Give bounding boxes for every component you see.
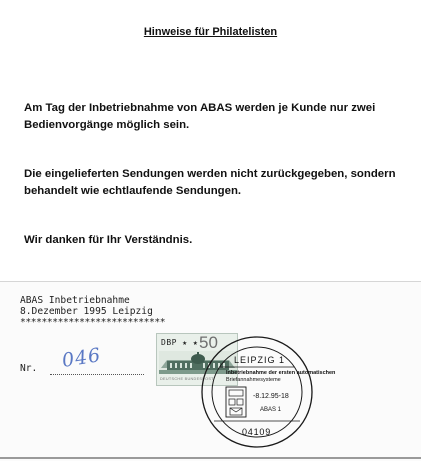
abas-card [0,281,421,461]
postmark-line-2: Briefannahmesysteme [226,377,281,383]
card-typed-date: 8.Dezember 1995 Leipzig [20,306,153,317]
postmark-date: -8.12.95-18 [253,393,289,400]
card-top-edge [0,281,421,282]
postmark-office: ABAS 1 [260,407,282,413]
notice-paragraph-3: Wir danken für Ihr Verständnis. [24,234,193,246]
notice-title: Hinweise für Philatelisten [143,26,278,38]
postmark-postcode: 04109 [242,427,272,437]
postmark-line-1: Inbetriebnahme der ersten automatischen [226,370,336,376]
postmark [198,333,336,451]
notice-paragraph-1: Am Tag der Inbetriebnahme von ABAS werden je Kunde nur zwei Bedienvorgänge möglich sein. [24,102,376,131]
stamp-value: 50 [199,333,218,352]
postmark-city: LEIPZIG 1 [234,355,286,365]
stamp-prefix: DBP ★ ★ [161,338,199,347]
card-typed-title: ABAS Inbetriebnahme [20,295,130,306]
notice-paragraph-2: Die eingelieferten Sendungen werden nicht zurückgegeben, sondern behandelt wie echtlaufende Sendungen. [24,168,396,197]
card-typed-asterisks: *************************** [20,317,166,328]
postmark-machine-icon [226,387,246,417]
stamp-footer: DEUTSCHE BUNDESPOST [160,377,214,381]
number-label: Nr. [20,363,38,374]
handwritten-number: 046 [60,344,103,372]
card-bottom-edge [0,457,421,459]
number-dotted-line [50,374,144,375]
